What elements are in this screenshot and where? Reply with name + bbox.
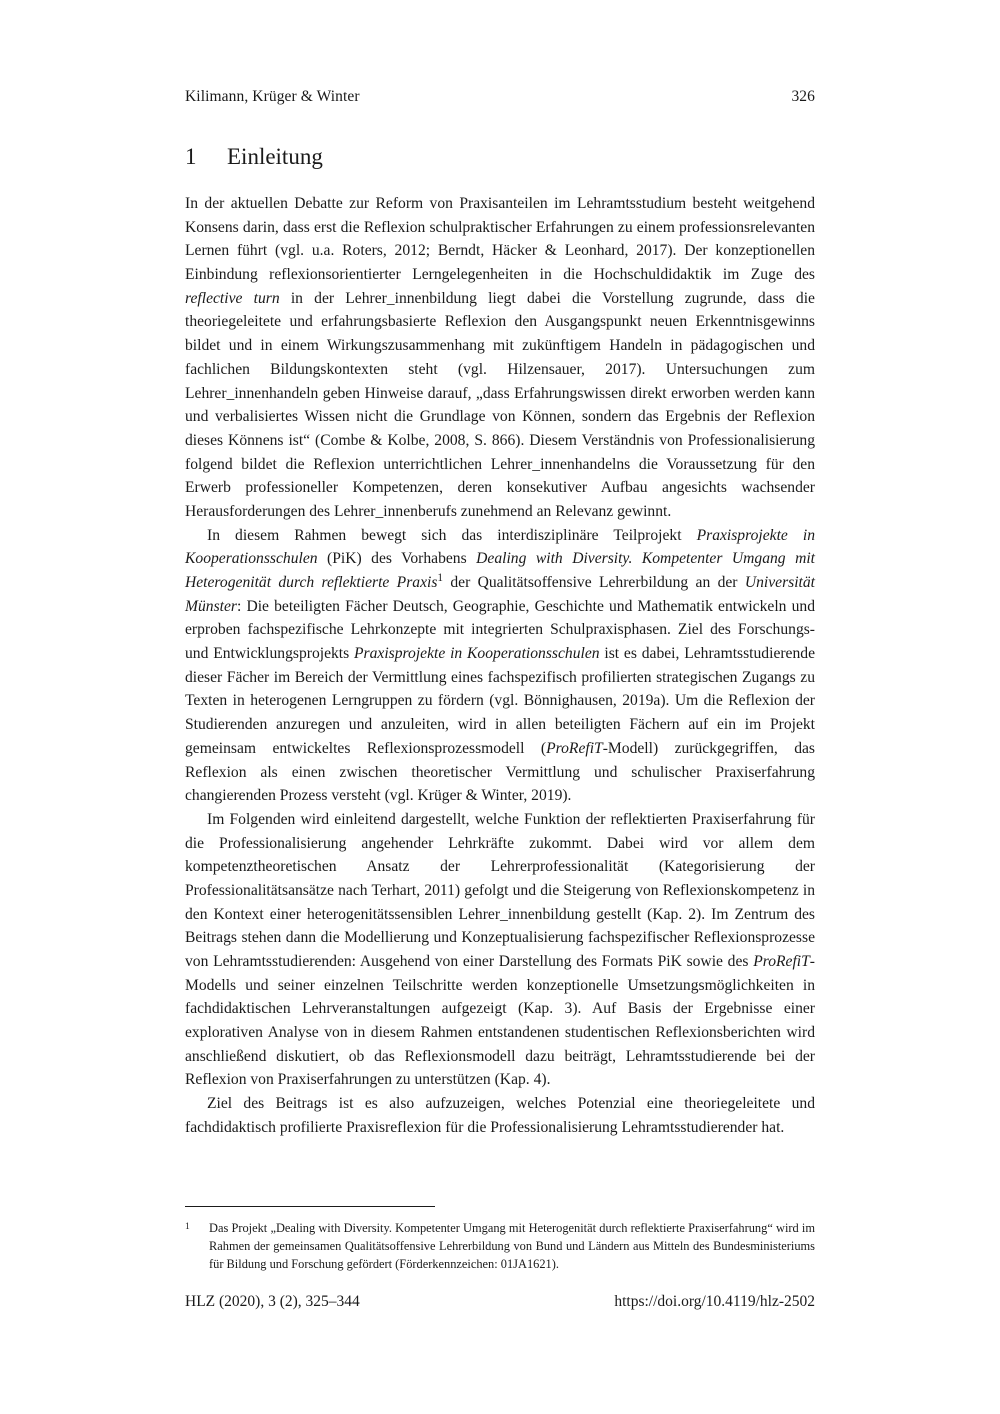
- running-head-authors: Kilimann, Krüger & Winter: [185, 88, 360, 105]
- footnote-area: [185, 1206, 815, 1274]
- running-head: [185, 88, 815, 106]
- page-footer: [185, 1293, 815, 1311]
- section-title-text: Einleitung: [227, 144, 323, 169]
- section-heading: [185, 144, 815, 170]
- doi-link[interactable]: https://doi.org/10.4119/hlz-2502: [614, 1293, 815, 1310]
- page-number: 326: [791, 88, 815, 105]
- paragraph-2: In diesem Rahmen bewegt sich das interdisziplinäre Teilprojekt Praxisprojekte in Kooperationsschulen (PiK) des Vorhabens Dealing with Diversity. Kompetenter Umgang mit Heterogenität durch reflektierte Praxis$^1$ der Qualitätsoffensive Lehrerbildung an der Universität Münster: Die beteiligten Fächer Deutsch, Geographie, Geschichte und Mathematik entwickeln und erproben fachspezifische Lehrkonzepte mit integrierten Schulpraxisphasen. Ziel des Forschungs- und Entwicklungsprojekts Praxisprojekte in Kooperationsschulen ist es dabei, Lehramtsstudierende dieser Fächer im Bereich der Vermittlung eines fachspezifisch profilierten strategischen Zugangs zu Texten in heterogenen Lerngruppen zu fördern (vgl. Bönnighausen, 2019a). Um die Reflexion der Studierenden anzuregen und anzuleiten, wird in allen beteiligten Fächern auf ein im Projekt gemeinsam entwickeltes Reflexionsprozessmodell (ProRefiT-Modell) zurückgegriffen, das Reflexion als einen zwischen theoretischer Vermittlung und schulischer Praxiserfahrung changierenden Prozess versteht (vgl. Krüger & Winter, 2019).: [185, 526, 816, 805]
- paragraph-1: In der aktuellen Debatte zur Reform von Praxisanteilen im Lehramtsstudium besteht weitgehend Konsens darin, dass erst die Reflexion schulpraktischer Erfahrungen zu einem professionsrelevanten Lernen führt (vgl. u.a. Roters, 2012; Berndt, Häcker & Leonhard, 2017). Der konzeptionellen Einbindung reflexionsorientierter Lerngelegenheiten in die Hochschuldidaktik im Zuge des reflective turn in der Lehrer_innenbildung liegt dabei die Vorstellung zugrunde, dass die theoriegeleitete und erfahrungsbasierte Reflexion den Ausgangspunkt neuen Erkenntnisgewinns bildet und in einem Wirkungszusammenhang mit zukünftigem Handeln in pädagogischen und fachlichen Bildungskontexten steht (vgl. Hilzensauer, 2017). Untersuchungen zum Lehrer_innenhandeln geben Hinweise darauf, „dass Erfahrungswissen direkt erworben werden kann und verbalisiertes Wissen nicht die Grundlage von Können, sondern das Ergebnis der Reflexion dieses Könnens ist“ (Combe & Kolbe, 2008, S. 866). Diesem Verständnis von Professionalisierung folgend bildet die Reflexion unterrichtlichen Lehrer_innenhandelns die Voraussetzung für den Erwerb professioneller Kompetenzen, deren konsekutiver Aufbau angesichts wachsender Herausforderungen des Lehrer_innenberufs zunehmend an Relevanz gewinnt.: [185, 195, 815, 520]
- journal-citation: HLZ (2020), 3 (2), 325–344: [185, 1293, 360, 1310]
- section-number: 1: [185, 144, 197, 169]
- footnote-text: Das Projekt „Dealing with Diversity. Kompetenter Umgang mit Heterogenität durch reflektierte Praxiserfahrung“ wird im Rahmen der gemeinsamen Qualitätsoffensive Lehrerbildung von Bund und Ländern aus Mitteln des Bundesministeriums für Bildung und Forschung gefördert (Förderkennzeichen: 01JA1621).: [209, 1221, 815, 1271]
- footnote-1: [185, 1220, 815, 1274]
- page-content: [185, 88, 815, 1140]
- paragraph-4: Ziel des Beitrags ist es also aufzuzeigen, welches Potenzial eine theoriegeleitete und fachdidaktisch profilierte Praxisreflexion für die Professionalisierung Lehramtsstudierender hat.: [185, 1095, 815, 1136]
- footnote-marker: 1: [185, 1222, 190, 1232]
- paragraph-3: Im Folgenden wird einleitend dargestellt, welche Funktion der reflektierten Praxiserfahrung für die Professionalisierung angehender Lehrkräfte zukommt. Dabei wird vor allem dem kompetenztheoretischen Ansatz der Lehrerprofessionalität (Kategorisierung der Professionalitätsansätze nach Terhart, 2011) gefolgt und die Steigerung von Reflexionskompetenz in den Kontext einer heterogenitätssensiblen Lehrer_innenbildung gestellt (Kap. 2). Im Zentrum des Beitrags stehen dann die Modellierung und Konzeptualisierung fachspezifischer Reflexionsprozesse von Lehramtsstudierenden: Ausgehend von einer Darstellung des Formats PiK sowie des ProRefiT-Modells und seiner einzelnen Teilschritte werden konzeptionelle Umsetzungsmöglichkeiten in fachdidaktischen Lehrveranstaltungen aufgezeigt (Kap. 3). Auf Basis der Ergebnisse einer explorativen Analyse von in diesem Rahmen entstandenen studentischen Reflexionsberichten wird anschließend diskutiert, ob das Reflexionsmodell dazu beiträgt, Lehramtsstudierende bei der Reflexion von Praxiserfahrungen zu unterstützen (Kap. 4).: [185, 810, 815, 1089]
- footnote-separator: [185, 1206, 435, 1207]
